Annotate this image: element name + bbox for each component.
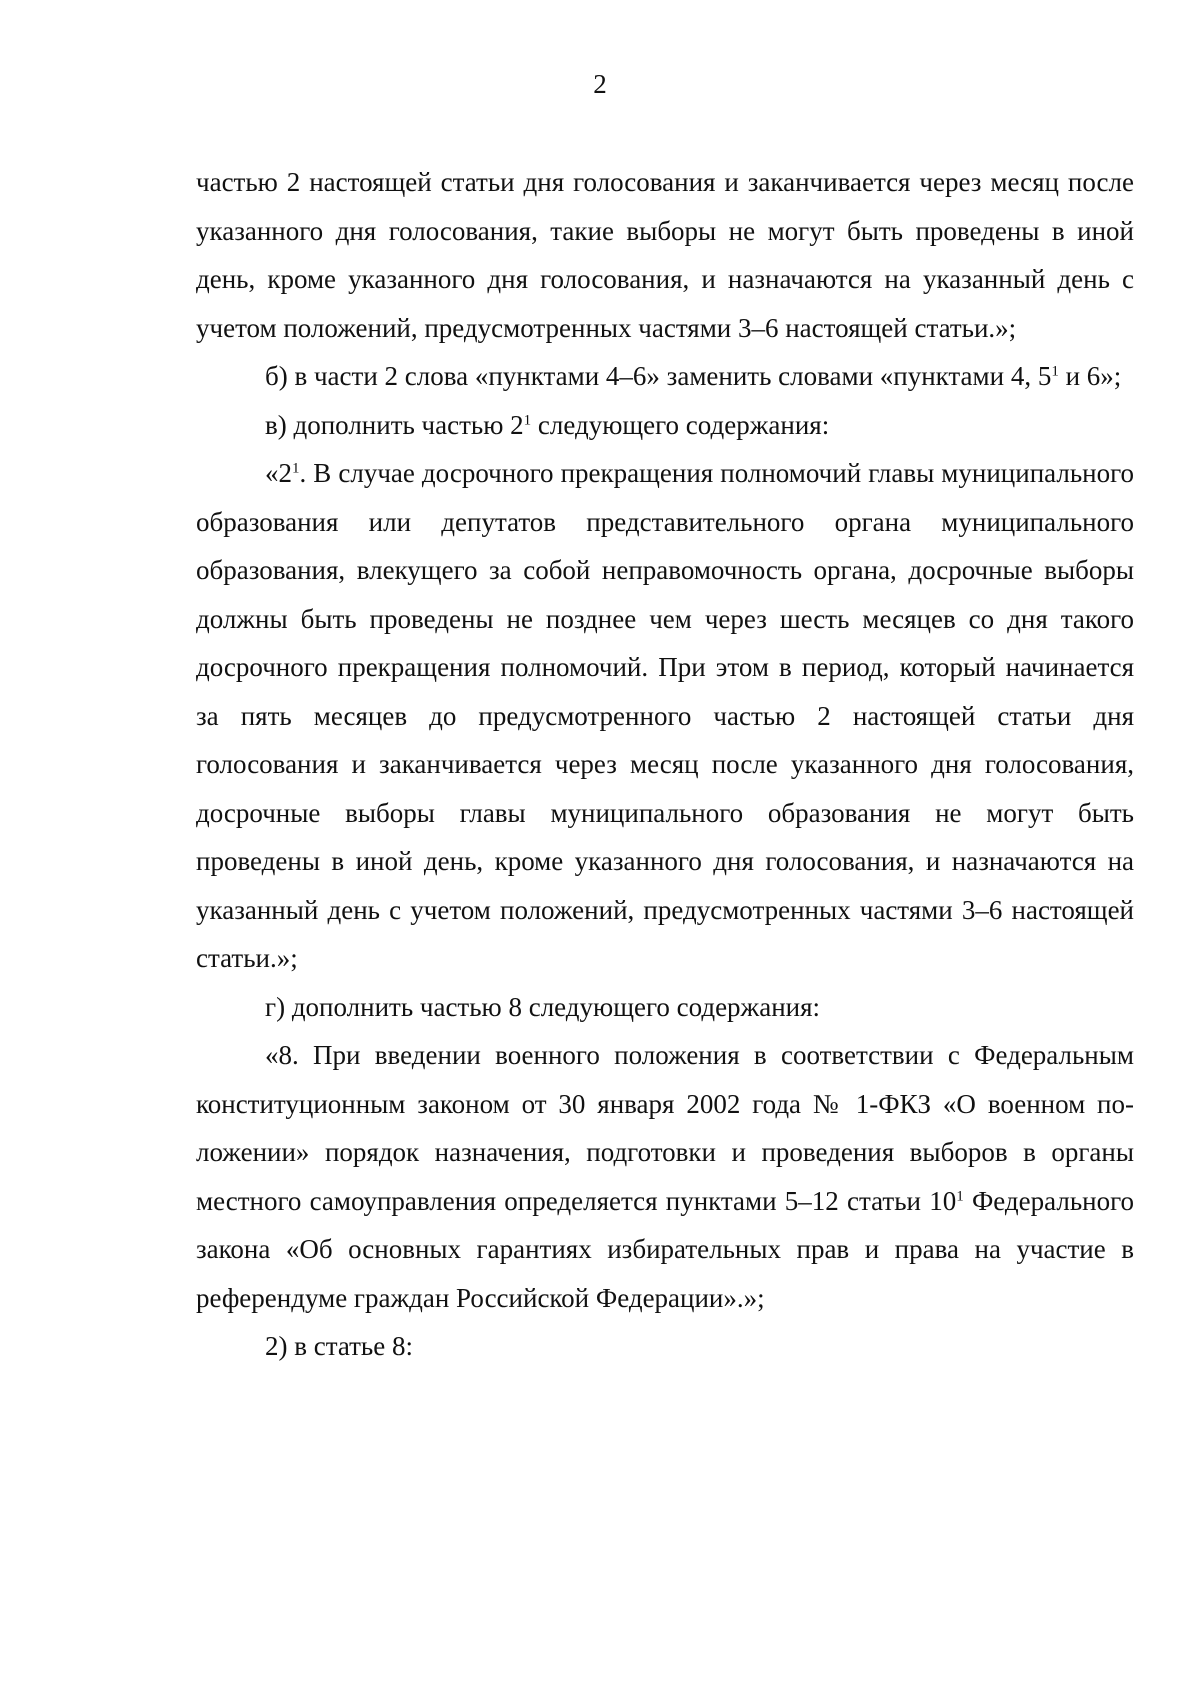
document-body	[196, 158, 1134, 1371]
superscript: 1	[292, 460, 300, 477]
paragraph-text: . В случае досрочного прекращения полномочий главы муниципального образования или депутатов представительного органа муниципального образования, влекущего за собой неправомочность органа, досрочные выборы должны быть проведены не позднее чем через шесть месяцев со дня такого досрочного прекращения полномочий. При этом в период, который начинается за пять месяцев до предусмотренного частью 2 настоящей статьи дня голосования и заканчивается через месяц после указанного дня голосования, досрочные выборы главы муниципального образования не могут быть проведены в иной день, кроме указанного дня голосования, и назначаются на указанный день с учетом положений, предусмотренных частями 3–6 настоящей статьи.»;	[196, 458, 1134, 973]
paragraph-item-v	[196, 401, 1134, 450]
paragraph-text: следующего содержания:	[531, 409, 830, 440]
paragraph-item-2: 2) в статье 8:	[265, 1331, 413, 1361]
paragraph-text: б) в части 2 слова «пунктами 4–6» заменить словами «пунктами 4, 5	[265, 361, 1052, 391]
paragraph-text: Федерального закона «Об основных гарантиях избирательных прав и права на участие в референдуме граждан Российской Федерации».»;	[196, 1185, 1134, 1313]
paragraph-item-b	[196, 352, 1134, 401]
paragraph-item-g: г) дополнить частью 8 следующего содержания:	[265, 991, 821, 1022]
superscript: 1	[1051, 363, 1059, 380]
paragraph-text: в) дополнить частью 2	[265, 409, 524, 440]
paragraph-part-2-1	[196, 449, 1134, 983]
paragraph-part-8	[196, 1031, 1134, 1322]
paragraph-text: «8. При введении военного положения в соответствии с Федеральным конституционным законом от 30 января 2002 года № 1-ФКЗ «О военном положении» порядок назначения, подготовки и проведения выборов в органы местного самоуправления определяется пунктами 5–12 статьи 10	[196, 1040, 1134, 1216]
superscript: 1	[523, 411, 532, 428]
page-number: 2	[593, 69, 607, 99]
paragraph-text: и 6»;	[1058, 361, 1122, 391]
paragraph-text: «2	[265, 458, 292, 488]
paragraph-continuation: частью 2 настоящей статьи дня голосования и заканчивается через месяц после указанного дня голосования, такие выборы не могут быть проведены в иной день, кроме указанного дня голосования, и назначаются на указанный день с учетом положений, предусмотренных частями 3–6 настоящей статьи.»;	[196, 167, 1134, 343]
superscript: 1	[956, 1187, 964, 1204]
